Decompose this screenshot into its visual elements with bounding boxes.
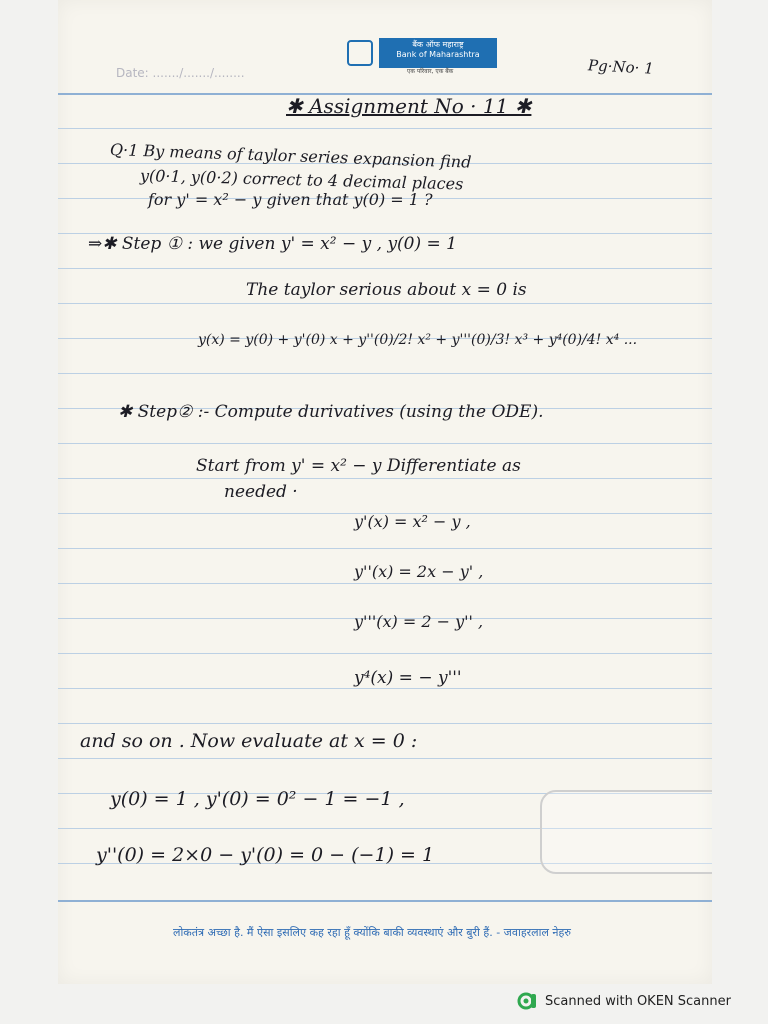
ruled-line [58,268,712,269]
step1-heading: ⇒✱ Step ① : we given y' = x² − y , y(0) = 1 [88,234,457,254]
date-label: Date: ......./......./........ [116,66,245,80]
ruled-line [58,443,712,444]
bank-logo-badge [379,38,497,68]
ruled-line [58,688,712,689]
question-line-3: for y' = x² − y given that y(0) = 1 ? [148,190,433,209]
scanner-label: Scanned with OKEN Scanner [545,993,731,1009]
ruled-line [58,478,712,479]
assignment-title: ✱ Assignment No · 11 ✱ [286,94,532,118]
bank-logo-tagline: एक परिवार, एक बैंक [407,68,454,75]
ruled-line [58,583,712,584]
value-line-1: y(0) = 1 , y'(0) = 0² − 1 = −1 , [110,788,405,810]
footer-quote: लोकतंत्र अच्छा है. मैं ऐसा इसलिए कह रहा हूँ क्योंकि बाकी व्यवस्थाएं और बुरी हैं. - जवाहरलाल नेहरु [173,926,571,939]
value-line-2: y''(0) = 2×0 − y'(0) = 0 − (−1) = 1 [96,844,435,866]
notebook-page [58,0,712,984]
step2-line-1: Start from y' = x² − y Differentiate as [196,456,521,476]
ruled-line [58,373,712,374]
bank-logo-hindi: बैंक ऑफ महाराष्ट्र [412,40,464,49]
question-line-2: y(0·1, y(0·2) correct to 4 decimal places [139,166,464,194]
oken-logo-icon [517,992,537,1010]
bank-emblem-icon [347,40,373,66]
evaluate-line: and so on . Now evaluate at x = 0 : [80,730,418,752]
ruled-line [58,303,712,304]
page-number: Pg·No· 1 [587,56,655,78]
step2-line-2: needed · [224,482,298,502]
derivative-3: y'''(x) = 2 − y'' , [354,612,484,631]
step1-taylor-line: The taylor serious about x = 0 is [246,280,527,300]
derivative-4: y⁴(x) = − y''' [354,668,462,688]
ruled-line [58,548,712,549]
ruled-line [58,723,712,724]
bank-logo-english: Bank of Maharashtra [396,50,480,59]
taylor-formula: y(x) = y(0) + y'(0) x + y''(0)/2! x² + y'''(0)/3! x³ + y⁴(0)/4! x⁴ ... [198,332,638,348]
question-line-1: Q·1 By means of taylor series expansion find [109,140,472,172]
ruled-line [58,653,712,654]
derivative-1: y'(x) = x² − y , [354,512,471,531]
speech-bubble-graphic [540,790,712,874]
step2-heading: ✱ Step② :- Compute durivatives (using the ODE). [118,402,544,422]
scanner-watermark [517,991,731,1011]
ruled-line [58,758,712,759]
derivative-2: y''(x) = 2x − y' , [354,562,484,581]
ruled-line [58,128,712,129]
bank-logo [345,36,511,74]
footer-rule [58,900,712,902]
